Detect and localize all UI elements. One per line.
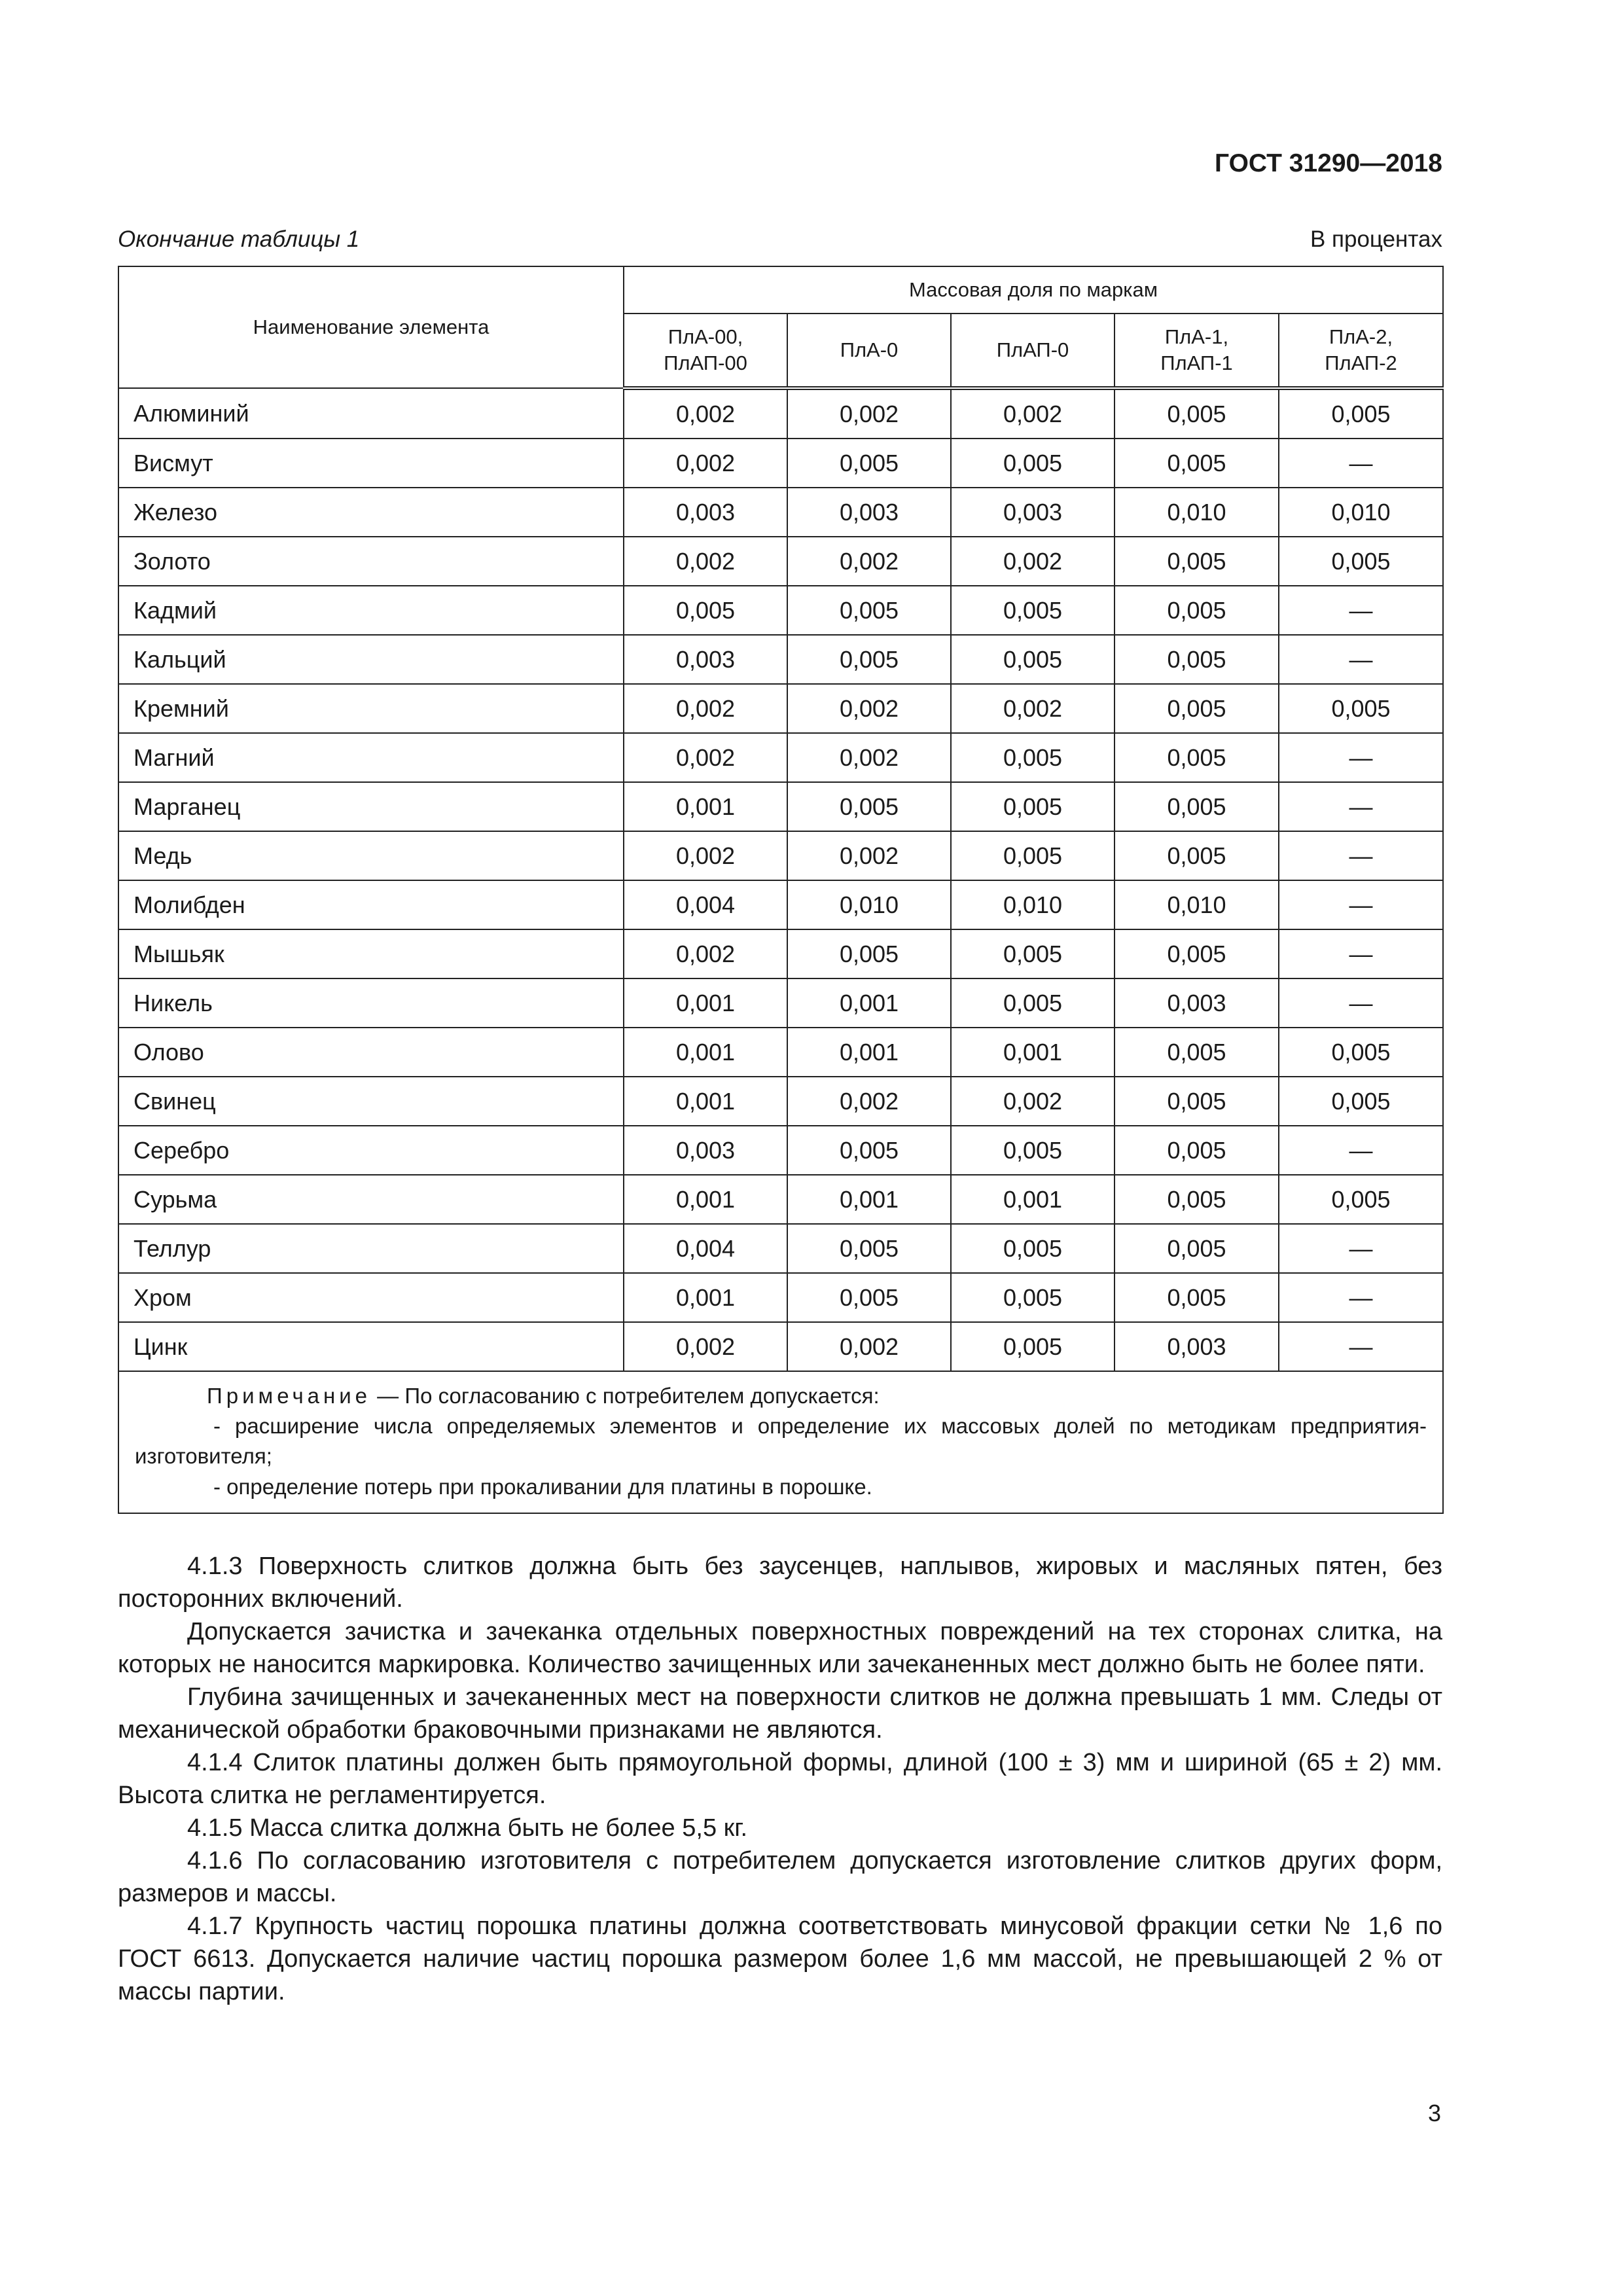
table-caption-left: Окончание таблицы 1 (118, 226, 360, 252)
table-row (118, 1322, 1443, 1371)
value-cell: — (1279, 1224, 1443, 1273)
value-cell: — (1279, 586, 1443, 635)
column-group-header: Массовая доля по маркам (624, 266, 1443, 314)
value-cell: 0,002 (624, 439, 787, 488)
value-cell: 0,002 (787, 1077, 951, 1126)
note-item: - определение потерь при прокаливании для платины в порошке. (213, 1474, 872, 1499)
value-cell: 0,002 (624, 733, 787, 782)
value-cell: 0,005 (1115, 1224, 1279, 1273)
value-cell: 0,001 (951, 1028, 1115, 1077)
value-cell: 0,001 (787, 1028, 951, 1077)
element-name-cell: Золото (118, 537, 624, 586)
table-row (118, 782, 1443, 831)
value-cell: 0,005 (1279, 1077, 1443, 1126)
element-name-cell: Сурьма (118, 1175, 624, 1224)
value-cell: 0,005 (1279, 684, 1443, 733)
value-cell: 0,003 (624, 488, 787, 537)
element-name-cell: Теллур (118, 1224, 624, 1273)
value-cell: 0,005 (1115, 1126, 1279, 1175)
value-cell: 0,001 (624, 1077, 787, 1126)
paragraph: Глубина зачищенных и зачеканенных мест на поверхности слитков не должна превышать 1 мм. Следы от механической обработки браковочными признаками не являются. (118, 1683, 1442, 1744)
value-cell: — (1279, 978, 1443, 1028)
element-name-cell: Никель (118, 978, 624, 1028)
value-cell: 0,005 (951, 439, 1115, 488)
body-text (118, 1550, 1442, 2008)
element-name-cell: Кальций (118, 635, 624, 684)
element-name-cell: Магний (118, 733, 624, 782)
value-cell: — (1279, 733, 1443, 782)
value-cell: 0,002 (787, 1322, 951, 1371)
value-cell: 0,005 (787, 1273, 951, 1322)
column-header-grade: ПлА-0 (787, 314, 951, 388)
paragraph: 4.1.7 Крупность частиц порошка платины должна соответствовать минусовой фракции сетки № 1,6 по ГОСТ 6613. Допускается наличие частиц порошка размером более 1,6 мм массой, не превышающей 2 % от массы партии. (118, 1912, 1442, 2005)
value-cell: — (1279, 782, 1443, 831)
table-row (118, 635, 1443, 684)
paragraph: 4.1.5 Масса слитка должна быть не более 5,5 кг. (187, 1814, 748, 1842)
value-cell: 0,001 (787, 1175, 951, 1224)
table-caption (118, 226, 1442, 259)
element-name-cell: Кремний (118, 684, 624, 733)
column-header-grade: ПлА-00, ПлАП-00 (624, 314, 787, 388)
paragraph: 4.1.6 По согласованию изготовителя с потребителем допускается изготовление слитков других форм, размеров и массы. (118, 1847, 1442, 1907)
table-row (118, 684, 1443, 733)
value-cell: 0,005 (1115, 782, 1279, 831)
value-cell: 0,005 (1115, 1077, 1279, 1126)
value-cell: 0,003 (1115, 1322, 1279, 1371)
table-row (118, 586, 1443, 635)
value-cell: — (1279, 1126, 1443, 1175)
value-cell: 0,005 (951, 733, 1115, 782)
element-name-cell: Серебро (118, 1126, 624, 1175)
value-cell: — (1279, 635, 1443, 684)
value-cell: 0,005 (951, 782, 1115, 831)
mass-fraction-table (118, 266, 1444, 1514)
value-cell: 0,002 (787, 733, 951, 782)
value-cell: 0,001 (624, 1273, 787, 1322)
column-header-element: Наименование элемента (118, 266, 624, 388)
value-cell: 0,002 (951, 684, 1115, 733)
value-cell: 0,003 (624, 635, 787, 684)
value-cell: 0,010 (1279, 488, 1443, 537)
value-cell: 0,002 (787, 537, 951, 586)
value-cell: 0,002 (624, 388, 787, 439)
note-intro: — По согласованию с потребителем допускается: (371, 1384, 880, 1408)
value-cell: 0,005 (951, 1273, 1115, 1322)
value-cell: 0,005 (951, 1322, 1115, 1371)
element-name-cell: Молибден (118, 880, 624, 929)
table-row (118, 1077, 1443, 1126)
table-note (118, 1371, 1443, 1513)
table-units: В процентах (1310, 226, 1442, 252)
table-row (118, 1273, 1443, 1322)
value-cell: 0,002 (624, 1322, 787, 1371)
note-title: Примечание (207, 1384, 372, 1408)
value-cell: 0,005 (1279, 388, 1443, 439)
note-item: - расширение числа определяемых элементов и определение их массовых долей по методикам предприятия-изготовителя; (135, 1414, 1427, 1469)
value-cell: 0,005 (787, 586, 951, 635)
value-cell: 0,005 (624, 586, 787, 635)
value-cell: 0,005 (1115, 733, 1279, 782)
value-cell: 0,005 (1279, 1175, 1443, 1224)
element-name-cell: Висмут (118, 439, 624, 488)
value-cell: 0,005 (787, 635, 951, 684)
table-row (118, 1028, 1443, 1077)
value-cell: 0,010 (1115, 488, 1279, 537)
value-cell: 0,005 (1115, 831, 1279, 880)
value-cell: 0,005 (1115, 586, 1279, 635)
value-cell: 0,001 (624, 1175, 787, 1224)
value-cell: 0,002 (624, 929, 787, 978)
paragraph: Допускается зачистка и зачеканка отдельных поверхностных повреждений на тех сторонах слитка, на которых не наносится маркировка. Количество зачищенных или зачеканенных мест должно быть не более пяти. (118, 1618, 1442, 1678)
value-cell: 0,005 (1279, 1028, 1443, 1077)
value-cell: 0,005 (1115, 684, 1279, 733)
value-cell: — (1279, 929, 1443, 978)
value-cell: 0,001 (624, 1028, 787, 1077)
value-cell: 0,002 (951, 388, 1115, 439)
value-cell: 0,005 (787, 439, 951, 488)
element-name-cell: Марганец (118, 782, 624, 831)
table-row (118, 1126, 1443, 1175)
value-cell: 0,010 (787, 880, 951, 929)
paragraph: 4.1.3 Поверхность слитков должна быть без заусенцев, наплывов, жировых и масляных пятен, без посторонних включений. (118, 1552, 1442, 1613)
element-name-cell: Медь (118, 831, 624, 880)
table-row (118, 488, 1443, 537)
value-cell: 0,003 (787, 488, 951, 537)
element-name-cell: Мышьяк (118, 929, 624, 978)
value-cell: 0,002 (787, 831, 951, 880)
value-cell: 0,002 (787, 684, 951, 733)
value-cell: — (1279, 1322, 1443, 1371)
value-cell: 0,004 (624, 1224, 787, 1273)
value-cell: 0,002 (624, 684, 787, 733)
element-name-cell: Хром (118, 1273, 624, 1322)
page-number: 3 (1427, 2100, 1441, 2126)
value-cell: 0,003 (951, 488, 1115, 537)
element-name-cell: Цинк (118, 1322, 624, 1371)
table-row (118, 733, 1443, 782)
table-row (118, 831, 1443, 880)
value-cell: 0,004 (624, 880, 787, 929)
column-header-grade: ПлАП-0 (951, 314, 1115, 388)
value-cell: 0,005 (951, 1224, 1115, 1273)
value-cell: 0,001 (951, 1175, 1115, 1224)
value-cell: 0,002 (624, 537, 787, 586)
value-cell: — (1279, 439, 1443, 488)
document-header: ГОСТ 31290—2018 (1215, 149, 1442, 177)
value-cell: 0,001 (624, 978, 787, 1028)
note-intro-line (135, 1381, 1427, 1411)
value-cell: 0,002 (624, 831, 787, 880)
value-cell: 0,005 (1115, 1273, 1279, 1322)
value-cell: — (1279, 831, 1443, 880)
table-row (118, 929, 1443, 978)
value-cell: 0,005 (787, 782, 951, 831)
value-cell: 0,005 (1115, 1175, 1279, 1224)
column-header-grade: ПлА-1, ПлАП-1 (1115, 314, 1279, 388)
value-cell: 0,002 (951, 537, 1115, 586)
value-cell: 0,005 (787, 1224, 951, 1273)
table-row (118, 1175, 1443, 1224)
table-row (118, 880, 1443, 929)
table-row (118, 439, 1443, 488)
element-name-cell: Свинец (118, 1077, 624, 1126)
value-cell: 0,005 (951, 635, 1115, 684)
value-cell: 0,010 (1115, 880, 1279, 929)
value-cell: 0,005 (951, 586, 1115, 635)
value-cell: 0,003 (624, 1126, 787, 1175)
value-cell: 0,001 (624, 782, 787, 831)
value-cell: 0,005 (951, 831, 1115, 880)
value-cell: 0,005 (1115, 439, 1279, 488)
value-cell: — (1279, 880, 1443, 929)
value-cell: 0,005 (951, 978, 1115, 1028)
value-cell: 0,002 (787, 388, 951, 439)
value-cell: 0,001 (787, 978, 951, 1028)
value-cell: 0,005 (1115, 388, 1279, 439)
value-cell: — (1279, 1273, 1443, 1322)
element-name-cell: Железо (118, 488, 624, 537)
value-cell: 0,003 (1115, 978, 1279, 1028)
value-cell: 0,005 (951, 1126, 1115, 1175)
table-row (118, 537, 1443, 586)
value-cell: 0,005 (787, 929, 951, 978)
table-row (118, 978, 1443, 1028)
element-name-cell: Кадмий (118, 586, 624, 635)
value-cell: 0,010 (951, 880, 1115, 929)
value-cell: 0,005 (1115, 537, 1279, 586)
value-cell: 0,002 (951, 1077, 1115, 1126)
element-name-cell: Олово (118, 1028, 624, 1077)
paragraph: 4.1.4 Слиток платины должен быть прямоугольной формы, длиной (100 ± 3) мм и шириной (65 ± 2) мм. Высота слитка не регламентируется. (118, 1749, 1442, 1809)
table-row (118, 1224, 1443, 1273)
column-header-grade: ПлА-2, ПлАП-2 (1279, 314, 1443, 388)
table-note-row (118, 1371, 1443, 1513)
table-row (118, 388, 1443, 439)
value-cell: 0,005 (1279, 537, 1443, 586)
value-cell: 0,005 (1115, 929, 1279, 978)
value-cell: 0,005 (787, 1126, 951, 1175)
value-cell: 0,005 (1115, 635, 1279, 684)
element-name-cell: Алюминий (118, 388, 624, 439)
value-cell: 0,005 (1115, 1028, 1279, 1077)
value-cell: 0,005 (951, 929, 1115, 978)
